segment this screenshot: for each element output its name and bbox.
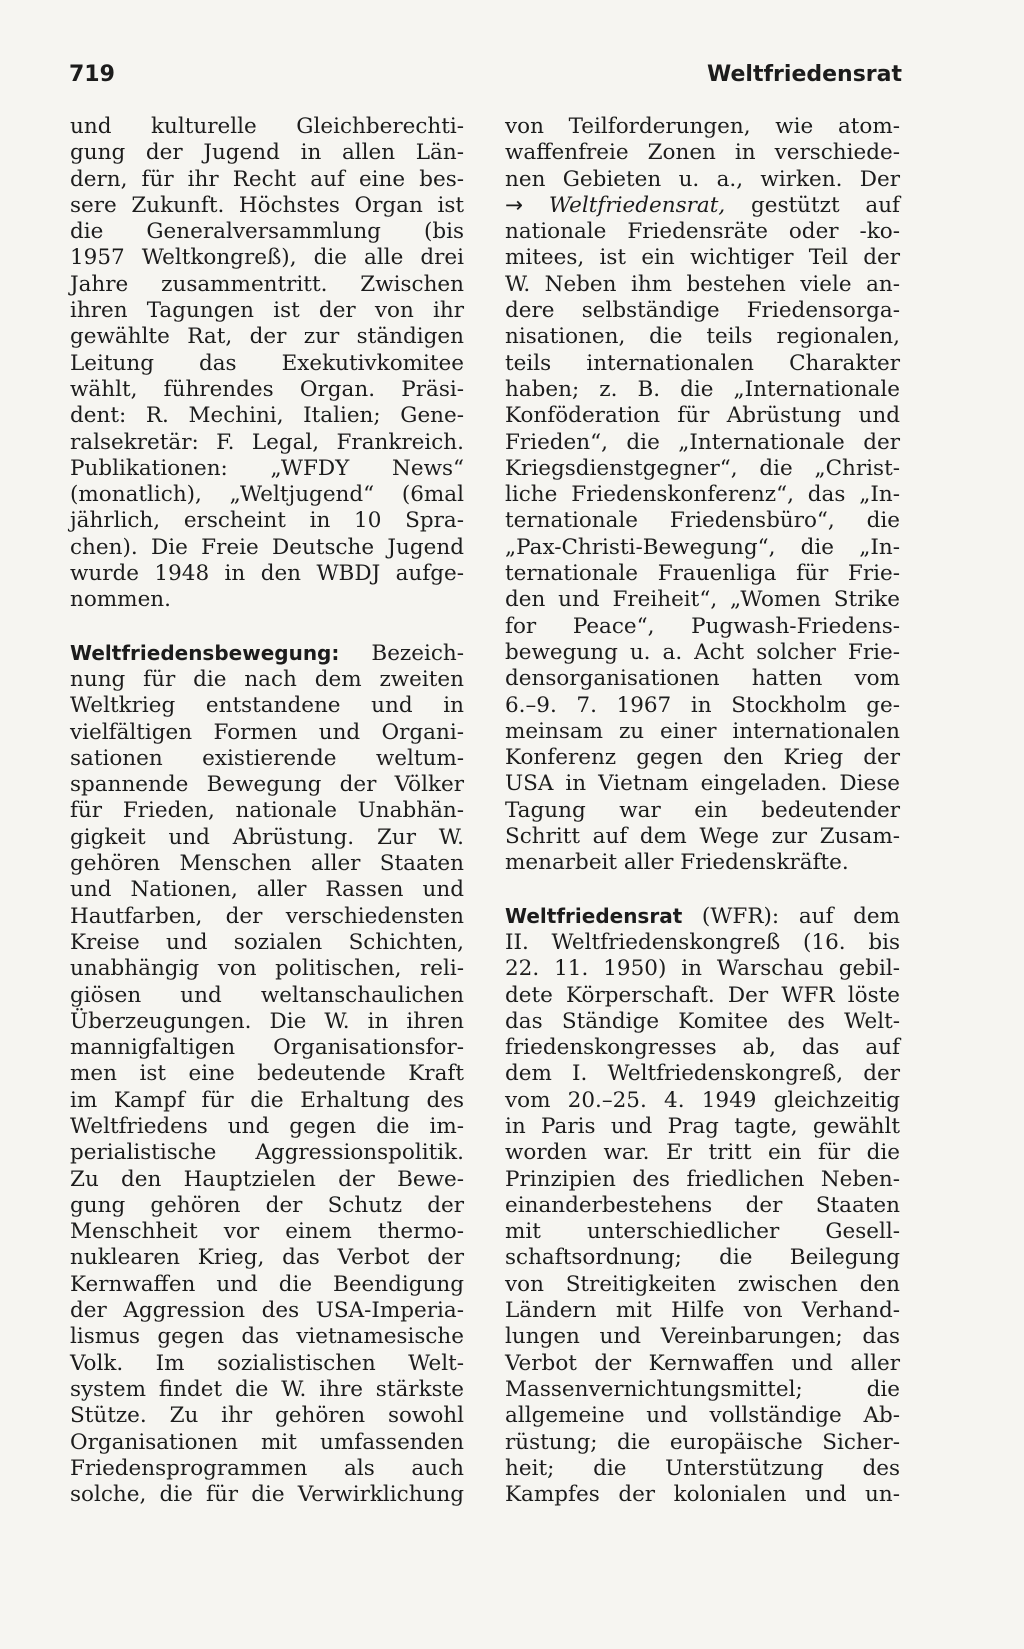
text-line: 22. 11. 1950) in Warschau gebil- bbox=[505, 956, 900, 982]
text-line: Kreise und sozialen Schichten, bbox=[70, 929, 464, 955]
text-line: Organisationen mit umfassenden bbox=[70, 1429, 464, 1455]
text-line: Friedensprogrammen als auch bbox=[70, 1455, 464, 1481]
text-line: Weltfriedens und gegen die im- bbox=[70, 1113, 464, 1139]
cross-reference-link[interactable]: Weltfriedensrat, bbox=[548, 192, 726, 218]
text-line: „Pax-Christi-Bewegung“, die „In- bbox=[505, 534, 900, 560]
text-line: dent: R. Mechini, Italien; Gene- bbox=[70, 403, 464, 429]
text-line: Leitung das Exekutivkomitee bbox=[70, 350, 464, 376]
text-line: meinsam zu einer internationalen bbox=[505, 718, 900, 744]
text-line: unabhängig von politischen, reli- bbox=[70, 956, 464, 982]
text-line: ternationale Frauenliga für Frie- bbox=[505, 561, 900, 587]
text-line: liche Friedenskonferenz“, das „In- bbox=[505, 482, 900, 508]
text-line: ralsekretär: F. Legal, Frankreich. bbox=[70, 429, 464, 455]
entry-body bbox=[70, 667, 464, 1509]
text-line: gigkeit und Abrüstung. Zur W. bbox=[70, 824, 464, 850]
entry-term-colon: : bbox=[331, 640, 340, 665]
text-line: jährlich, erscheint in 10 Spra- bbox=[70, 508, 464, 534]
text-line: sere Zukunft. Höchstes Organ ist bbox=[70, 192, 464, 218]
text-line: II. Weltfriedenskongreß (16. bis bbox=[505, 929, 900, 955]
text-line: Massenvernichtungsmittel; die bbox=[505, 1376, 900, 1402]
cross-reference-text: gestützt auf bbox=[725, 192, 900, 218]
entry-term: Weltfriedensrat bbox=[505, 903, 683, 928]
text-line: von Teilforderungen, wie atom- bbox=[505, 114, 900, 139]
text-line: für Frieden, nationale Unabhän- bbox=[70, 798, 464, 824]
entry-first-line-text: (WFR): auf dem bbox=[682, 903, 900, 929]
text-line: Schritt auf dem Wege zur Zusam- bbox=[505, 824, 900, 850]
text-line: vielfältigen Formen und Organi- bbox=[70, 719, 464, 745]
text-line: Überzeugungen. Die W. in ihren bbox=[70, 1008, 464, 1034]
text-line: gewählte Rat, der zur ständigen bbox=[70, 324, 464, 350]
text-line: gehören Menschen aller Staaten bbox=[70, 851, 464, 877]
text-line: mit unterschiedlicher Gesell- bbox=[505, 1219, 900, 1245]
text-line: densorganisationen hatten vom bbox=[505, 666, 900, 692]
text-line: rüstung; die europäische Sicher- bbox=[505, 1429, 900, 1455]
text-line: den und Freiheit“, „Women Strike bbox=[505, 587, 900, 613]
text-line: nuklearen Krieg, das Verbot der bbox=[70, 1245, 464, 1271]
text-line: perialistische Aggressionspolitik. bbox=[70, 1140, 464, 1166]
text-line: und Nationen, aller Rassen und bbox=[70, 877, 464, 903]
text-line: 6.–9. 7. 1967 in Stockholm ge- bbox=[505, 692, 900, 718]
running-head: Weltfriedensrat bbox=[707, 62, 902, 87]
text-line: Kernwaffen und die Beendigung bbox=[70, 1271, 464, 1297]
text-line: spannende Bewegung der Völker bbox=[70, 772, 464, 798]
text-line: USA in Vietnam eingeladen. Diese bbox=[505, 771, 900, 797]
text-line: sationen existierende weltum- bbox=[70, 745, 464, 771]
text-line: (monatlich), „Weltjugend“ (6mal bbox=[70, 482, 464, 508]
entry-continuation bbox=[505, 114, 900, 193]
text-line: Menschheit vor einem thermo- bbox=[70, 1219, 464, 1245]
text-line: der Aggression des USA-Imperia- bbox=[70, 1298, 464, 1324]
entry-continuation bbox=[70, 114, 464, 614]
entry-continuation-body bbox=[505, 219, 900, 876]
left-column bbox=[70, 114, 464, 1508]
entry-weltfriedensbewegung bbox=[70, 640, 464, 1509]
text-line: dere selbständige Friedensorga- bbox=[505, 298, 900, 324]
text-line: Weltkrieg entstandene und in bbox=[70, 693, 464, 719]
text-line: im Kampf für die Erhaltung des bbox=[70, 1087, 464, 1113]
text-line: Frieden“, die „Internationale der bbox=[505, 429, 900, 455]
text-line: die Generalversammlung (bis bbox=[70, 219, 464, 245]
text-line: mitees, ist ein wichtiger Teil der bbox=[505, 245, 900, 271]
text-line: Ländern mit Hilfe von Verhand- bbox=[505, 1298, 900, 1324]
text-line: worden war. Er tritt ein für die bbox=[505, 1140, 900, 1166]
text-line: nommen. bbox=[70, 587, 171, 613]
right-column bbox=[505, 114, 900, 1508]
text-line: nen Gebieten u. a., wirken. Der bbox=[505, 166, 900, 192]
entry-first-line bbox=[505, 903, 900, 930]
text-line: Stütze. Zu ihr gehören sowohl bbox=[70, 1403, 464, 1429]
text-line: Zu den Hauptzielen der Bewe- bbox=[70, 1166, 464, 1192]
text-line: solche, die für die Verwirklichung bbox=[70, 1482, 464, 1508]
text-line: lungen und Vereinbarungen; das bbox=[505, 1324, 900, 1350]
text-line: nisationen, die teils regionalen, bbox=[505, 324, 900, 350]
text-line: friedenskongresses ab, das auf bbox=[505, 1035, 900, 1061]
entry-term: Weltfriedensbewegung bbox=[70, 640, 332, 665]
text-line: giösen und weltanschaulichen bbox=[70, 982, 464, 1008]
text-line: Jahre zusammentritt. Zwischen bbox=[70, 271, 464, 297]
text-line: teils internationalen Charakter bbox=[505, 350, 900, 376]
cross-reference-line bbox=[505, 193, 900, 219]
text-line: vom 20.–25. 4. 1949 gleichzeitig bbox=[505, 1087, 900, 1113]
text-line: Publikationen: „WFDY News“ bbox=[70, 455, 464, 481]
text-line: chen). Die Freie Deutsche Jugend bbox=[70, 534, 464, 560]
text-line: wählt, führendes Organ. Präsi- bbox=[70, 376, 464, 402]
text-line: lismus gegen das vietnamesische bbox=[70, 1324, 464, 1350]
text-line: 1957 Weltkongreß), die alle drei bbox=[70, 245, 464, 271]
text-line: ternationale Friedensbüro“, die bbox=[505, 508, 900, 534]
text-line: heit; die Unterstützung des bbox=[505, 1455, 900, 1481]
text-line: Tagung war ein bedeutender bbox=[505, 797, 900, 823]
text-line: dem I. Weltfriedenskongreß, der bbox=[505, 1061, 900, 1087]
text-line: W. Neben ihm bestehen viele an- bbox=[505, 271, 900, 297]
text-line: in Paris und Prag tagte, gewählt bbox=[505, 1113, 900, 1139]
text-line: menarbeit aller Friedenskräfte. bbox=[505, 850, 849, 876]
text-line: men ist eine bedeutende Kraft bbox=[70, 1061, 464, 1087]
entry-body bbox=[505, 930, 900, 1509]
entry-first-line bbox=[70, 640, 464, 667]
text-line: Kriegsdienstgegner“, die „Christ- bbox=[505, 455, 900, 481]
text-line: Prinzipien des friedlichen Neben- bbox=[505, 1166, 900, 1192]
text-line: Konferenz gegen den Krieg der bbox=[505, 745, 900, 771]
text-line: Verbot der Kernwaffen und aller bbox=[505, 1350, 900, 1376]
entry-first-line-text: Bezeich- bbox=[339, 640, 464, 666]
text-line: Volk. Im sozialistischen Welt- bbox=[70, 1350, 464, 1376]
text-line: Konföderation für Abrüstung und bbox=[505, 403, 900, 429]
text-line: allgemeine und vollständige Ab- bbox=[505, 1403, 900, 1429]
text-line: mannigfaltigen Organisationsfor- bbox=[70, 1035, 464, 1061]
text-line: gung gehören der Schutz der bbox=[70, 1192, 464, 1218]
text-line: haben; z. B. die „Internationale bbox=[505, 376, 900, 402]
text-line: waffenfreie Zonen in verschiede- bbox=[505, 140, 900, 166]
text-line: gung der Jugend in allen Län- bbox=[70, 140, 464, 166]
text-line: das Ständige Komitee des Welt- bbox=[505, 1008, 900, 1034]
text-line: dern, für ihr Recht auf eine bes- bbox=[70, 166, 464, 192]
text-line: von Streitigkeiten zwischen den bbox=[505, 1271, 900, 1297]
text-line: und kulturelle Gleichberechti- bbox=[70, 114, 464, 139]
text-line: ihren Tagungen ist der von ihr bbox=[70, 298, 464, 324]
arrow-right-icon: → bbox=[505, 192, 524, 218]
text-line: dete Körperschaft. Der WFR löste bbox=[505, 982, 900, 1008]
entry-weltfriedensrat bbox=[505, 903, 900, 1509]
text-line: wurde 1948 in den WBDJ aufge- bbox=[70, 561, 464, 587]
text-line: system findet die W. ihre stärkste bbox=[70, 1376, 464, 1402]
page-number: 719 bbox=[69, 62, 115, 87]
text-line: bewegung u. a. Acht solcher Frie- bbox=[505, 639, 900, 665]
text-line: nung für die nach dem zweiten bbox=[70, 666, 464, 692]
text-line: Kampfes der kolonialen und un- bbox=[505, 1482, 900, 1508]
text-line: nationale Friedensräte oder -ko- bbox=[505, 219, 900, 245]
text-line: Hautfarben, der verschiedensten bbox=[70, 903, 464, 929]
text-line: einanderbestehens der Staaten bbox=[505, 1192, 900, 1218]
text-line: schaftsordnung; die Beilegung bbox=[505, 1245, 900, 1271]
text-line: for Peace“, Pugwash-Friedens- bbox=[505, 613, 900, 639]
